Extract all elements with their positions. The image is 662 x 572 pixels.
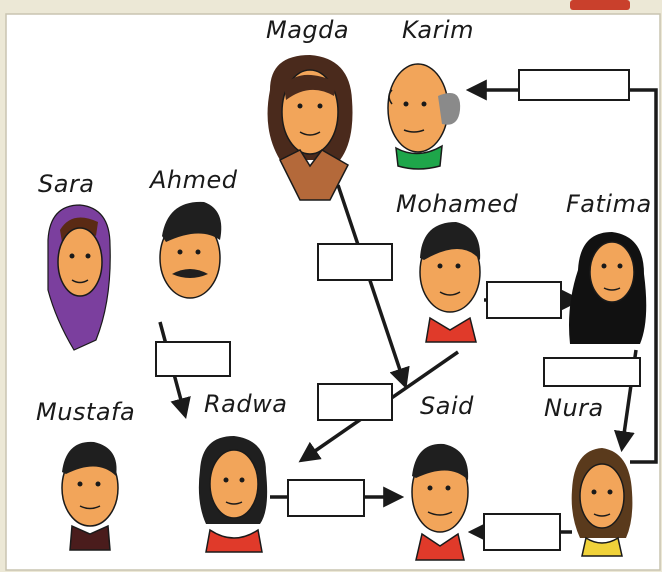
answer-box-magda-said[interactable]	[318, 244, 392, 280]
name-fatima: Fatima	[566, 190, 652, 218]
corner-tab	[570, 0, 630, 10]
answer-box-fatima-nura[interactable]	[544, 358, 640, 386]
answer-box-mohamed-radwa[interactable]	[318, 384, 392, 420]
answer-box-karim[interactable]	[519, 70, 629, 100]
name-nura: Nura	[544, 394, 604, 422]
name-said: Said	[420, 392, 474, 420]
name-mohamed: Mohamed	[396, 190, 519, 218]
answer-box-mohamed-fatima[interactable]	[487, 282, 561, 318]
name-radwa: Radwa	[204, 390, 288, 418]
name-magda: Magda	[266, 16, 350, 44]
answer-box-radwa-said[interactable]	[288, 480, 364, 516]
answer-box-nura-said[interactable]	[484, 514, 560, 550]
name-mustafa: Mustafa	[36, 398, 136, 426]
name-ahmed: Ahmed	[150, 166, 238, 194]
name-sara: Sara	[38, 170, 95, 198]
name-karim: Karim	[402, 16, 475, 44]
answer-box-ahmed-radwa[interactable]	[156, 342, 230, 376]
